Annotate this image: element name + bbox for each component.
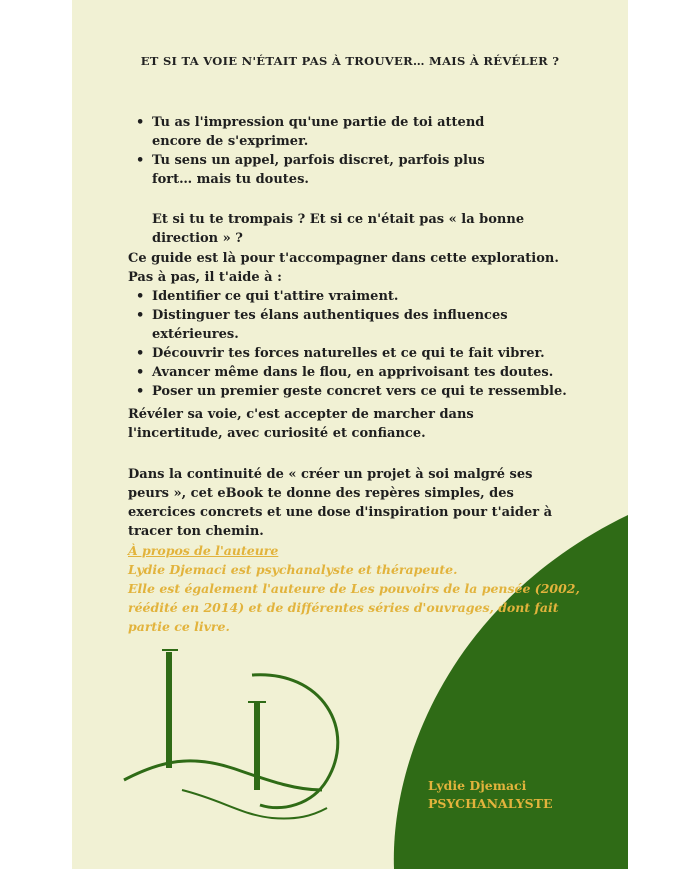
about-author-line: Lydie Djemaci est psychanalyste et thérapeute. (128, 562, 458, 577)
list-item: • Identifier ce qui t'attire vraiment. (128, 287, 598, 306)
list-item: • Distinguer tes élans authentiques des influences extérieures. (128, 306, 598, 344)
list-item: • Tu as l'impression qu'une partie de toi attend encore de s'exprimer. (128, 113, 528, 151)
reveal-paragraph: Révéler sa voie, c'est accepter de marcher dans l'incertitude, avec curiosité et confiance. (128, 407, 474, 441)
author-name: Lydie Djemaci (428, 778, 527, 793)
list-item: • Poser un premier geste concret vers ce qui te ressemble. (128, 382, 598, 401)
intro-bullet-list (128, 113, 528, 189)
list-item: • Découvrir tes forces naturelles et ce qui te fait vibrer. (128, 344, 598, 363)
about-author-heading: À propos de l'auteure (128, 543, 279, 558)
cover-title: ET SI TA VOIE N'ÉTAIT PAS À TROUVER… MAIS À RÉVÉLER ? (140, 54, 560, 68)
continuity-paragraph: Dans la continuité de « créer un projet à soi malgré ses peurs », cet eBook te donne des repères simples, des exercices concrets et une dose d'inspiration pour t'aider à tracer ton chemin. (128, 467, 553, 539)
question-line: Et si tu te trompais ? Et si ce n'était pas « la bonne direction » ? (152, 212, 525, 246)
guide-intro-line: Pas à pas, il t'aide à : (128, 270, 282, 285)
author-signature (428, 777, 552, 813)
guide-intro-line: Ce guide est là pour t'accompagner dans cette exploration. (128, 251, 559, 266)
list-item: • Avancer même dans le flou, en apprivoisant tes doutes. (128, 363, 598, 382)
list-item: • Tu sens un appel, parfois discret, parfois plus fort… mais tu doutes. (128, 151, 528, 189)
ld-monogram-logo (122, 640, 362, 830)
guide-bullet-list (128, 287, 598, 401)
about-author-line: Elle est également l'auteure de Les pouvoirs de la pensée (2002, réédité en 2014) et de différentes séries d'ouvrages, dont fait partie ce livre. (128, 581, 580, 634)
about-author-section (128, 541, 598, 636)
back-cover-page (72, 0, 628, 869)
author-role: PSYCHANALYSTE (428, 796, 553, 811)
